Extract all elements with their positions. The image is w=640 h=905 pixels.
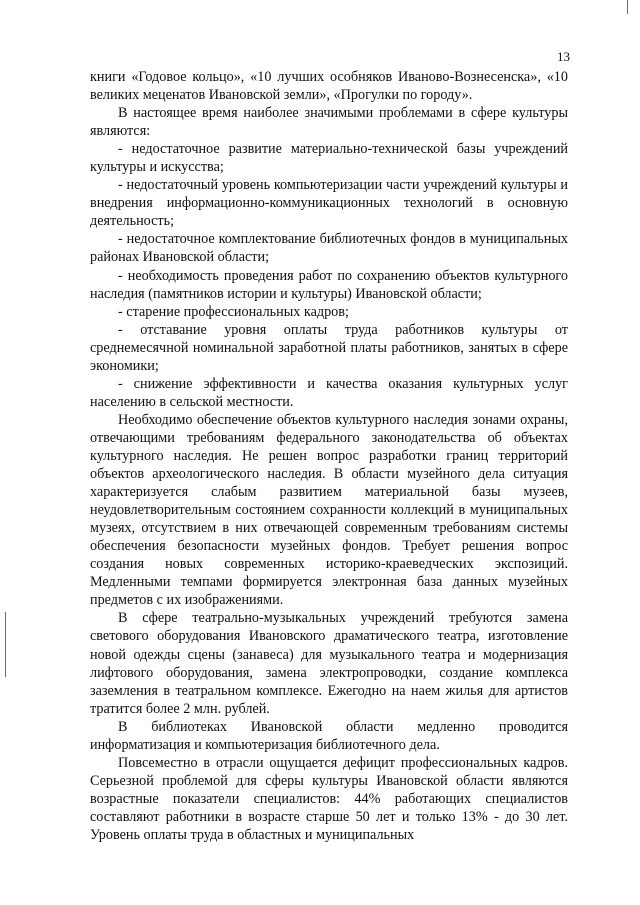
- paragraph: В библиотеках Ивановской области медленно проводится информатизация и компьютеризация библиотечного дела.: [90, 718, 568, 753]
- scan-edge-line: [627, 0, 628, 14]
- paragraph: В настоящее время наиболее значимыми проблемами в сфере культуры являются:: [90, 105, 568, 140]
- list-item: - снижение эффективности и качества оказания культурных услуг населению в сельской местности.: [90, 375, 568, 410]
- list-item: - отставание уровня оплаты труда работников культуры от среднемесячной номинальной заработной платы работников, занятых в сфере экономики;: [90, 321, 568, 374]
- body-text: [90, 68, 568, 844]
- paragraph: книги «Годовое кольцо», «10 лучших особняков Иваново-Вознесенска», «10 великих меценатов Ивановской земли», «Прогулки по городу».: [90, 69, 568, 104]
- list-item: - старение профессиональных кадров;: [118, 303, 349, 320]
- list-item: - недостаточный уровень компьютеризации части учреждений культуры и внедрения информационно-коммуникационных технологий в основную деятельность;: [90, 177, 568, 230]
- scan-edge-line: [5, 612, 6, 677]
- list-item: - недостаточное развитие материально-технической базы учреждений культуры и искусства;: [90, 141, 568, 176]
- list-item: - недостаточное комплектование библиотечных фондов в муниципальных районах Ивановской области;: [90, 231, 568, 266]
- paragraph: Необходимо обеспечение объектов культурного наследия зонами охраны, отвечающими требованиям федерального законодательства об объектах культурного наследия. Не решен вопрос разработки границ территорий объектов археологического наследия. В области музейного дела ситуация характеризуется слабым развитием материальной базы музеев, неудовлетворительным состоянием сохранности коллекций в муниципальных музеях, отсутствием в них отвечающей современным требованиям системы обеспечения безопасности музейных фондов. Требует решения вопрос создания новых современных историко-краеведческих экспозиций. Медленными темпами формируется электронная база данных музейных предметов с их изображениями.: [90, 411, 568, 609]
- paragraph: Повсеместно в отрасли ощущается дефицит профессиональных кадров. Серьезной проблемой для сферы культуры Ивановской области являются возрастные показатели специалистов: 44% работающих специалистов составляют работники в возрасте старше 50 лет и только 13% - до 30 лет. Уровень оплаты труда в областных и муниципальных: [90, 754, 568, 843]
- list-item: - необходимость проведения работ по сохранению объектов культурного наследия (памятников истории и культуры) Ивановской области;: [90, 267, 568, 302]
- page-number: 13: [557, 49, 570, 64]
- paragraph: В сфере театрально-музыкальных учреждений требуются замена светового оборудования Ивановского драматического театра, изготовление новой одежды сцены (занавеса) для музыкального театра и модернизация лифтового оборудования, замена электропроводки, создание комплекса заземления в театральном комплексе. Ежегодно на наем жилья для артистов тратится более 2 млн. рублей.: [90, 610, 568, 717]
